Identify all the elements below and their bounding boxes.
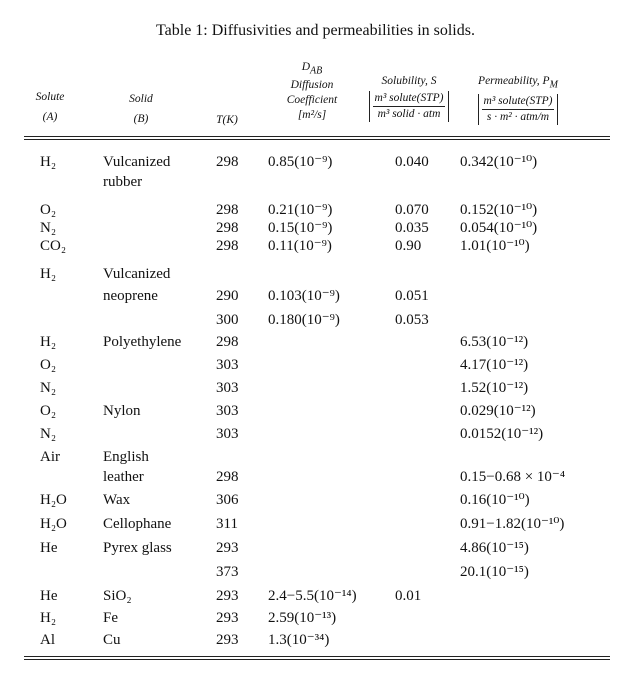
solid-cell: Pyrex glass [103, 540, 172, 556]
solid-cell: rubber [103, 174, 143, 190]
temp-cell: 293 [216, 610, 239, 626]
temp-cell: 303 [216, 426, 239, 442]
header-solubility-units [369, 91, 450, 122]
diffusion-cell: 0.85(10⁻⁹) [268, 154, 333, 170]
solubility-cell: 0.035 [395, 220, 429, 236]
diffusion-cell: 2.4−5.5(10⁻¹⁴) [268, 588, 357, 604]
diffusion-cell: 0.103(10⁻⁹) [268, 288, 340, 304]
solute-cell: Air [40, 449, 60, 465]
solute-cell: O₂ [40, 357, 57, 373]
header-diffusion-units: [m²/s] [297, 109, 327, 122]
permeability-cell: 0.15−0.68 × 10⁻⁴ [460, 469, 566, 485]
temp-cell: 298 [216, 202, 239, 218]
solid-cell: Nylon [103, 403, 141, 419]
solubility-numerator: m³ solute(STP) [373, 91, 446, 107]
solubility-cell: 0.070 [395, 202, 429, 218]
temp-cell: 311 [216, 516, 238, 532]
solubility-cell: 0.040 [395, 154, 429, 170]
header-solid [116, 92, 166, 127]
solute-cell: H₂ [40, 266, 57, 282]
permeability-cell: 4.17(10⁻¹²) [460, 357, 529, 373]
temp-cell: 298 [216, 334, 239, 350]
table-title: Table 1: Diffusivities and permeabilities in solids. [156, 22, 475, 39]
diffusion-cell: 0.15(10⁻⁹) [268, 220, 333, 236]
solid-cell: Polyethylene [103, 334, 182, 350]
header-permeability-units [478, 94, 559, 125]
header-diffusion-d-sub: AB [310, 65, 323, 77]
header-rule-top [24, 136, 610, 137]
solute-cell: O₂ [40, 403, 57, 419]
header-temp: T(K) [216, 114, 238, 126]
header-solid-sub: (B) [133, 113, 149, 125]
permeability-cell: 20.1(10⁻¹⁵) [460, 564, 529, 580]
permeability-cell: 0.029(10⁻¹²) [460, 403, 536, 419]
header-solute [30, 90, 70, 125]
temp-cell: 293 [216, 540, 239, 556]
temp-cell: 298 [216, 469, 239, 485]
solubility-cell: 0.053 [395, 312, 429, 328]
solid-cell: Vulcanized [103, 154, 171, 170]
temp-cell: 300 [216, 312, 239, 328]
diffusion-cell: 0.21(10⁻⁹) [268, 202, 333, 218]
header-permeability-label: Permeability, P [478, 75, 550, 87]
solute-cell: H₂O [40, 516, 67, 532]
header-permeability [460, 74, 576, 125]
header-solubility [360, 74, 458, 122]
solid-cell: SiO₂ [103, 588, 132, 604]
diffusion-cell: 1.3(10⁻³⁴) [268, 632, 330, 648]
solid-cell: Cu [103, 632, 121, 648]
permeability-cell: 0.16(10⁻¹⁰) [460, 492, 530, 508]
temp-cell: 306 [216, 492, 239, 508]
solute-cell: H₂ [40, 154, 57, 170]
diffusion-cell: 2.59(10⁻¹³) [268, 610, 337, 626]
header-rule-bottom [24, 139, 610, 140]
solid-cell: Fe [103, 610, 118, 626]
solute-cell: He [40, 588, 58, 604]
header-permeability-sub: M [549, 79, 558, 91]
permeability-cell: 0.342(10⁻¹⁰) [460, 154, 538, 170]
temp-cell: 298 [216, 154, 239, 170]
solubility-cell: 0.051 [395, 288, 429, 304]
temp-cell: 303 [216, 357, 239, 373]
header-solute-sub: (A) [42, 111, 58, 123]
solubility-fraction [373, 91, 446, 122]
header-solubility-label: Solubility, S [381, 75, 437, 87]
temp-cell: 298 [216, 220, 239, 236]
header-diffusion-label: Diffusion [290, 79, 334, 92]
permeability-cell: 0.0152(10⁻¹²) [460, 426, 544, 442]
solute-cell: O₂ [40, 202, 57, 218]
permeability-cell: 1.52(10⁻¹²) [460, 380, 529, 396]
solid-cell: English [103, 449, 149, 465]
solute-cell: He [40, 540, 58, 556]
diffusion-cell: 0.11(10⁻⁹) [268, 238, 332, 254]
temp-cell: 303 [216, 403, 239, 419]
permeability-cell: 6.53(10⁻¹²) [460, 334, 529, 350]
solid-cell: neoprene [103, 288, 158, 304]
permeability-cell: 0.054(10⁻¹⁰) [460, 220, 538, 236]
solute-cell: CO₂ [40, 238, 67, 254]
solute-cell: Al [40, 632, 55, 648]
footer-rule-top [24, 656, 610, 657]
permeability-cell: 0.91−1.82(10⁻¹⁰) [460, 516, 565, 532]
diffusion-cell: 0.180(10⁻⁹) [268, 312, 340, 328]
solubility-cell: 0.01 [395, 588, 422, 604]
solubility-cell: 0.90 [395, 238, 422, 254]
header-solute-label: Solute [35, 91, 65, 103]
permeability-numerator: m³ solute(STP) [482, 94, 555, 110]
solid-cell: Vulcanized [103, 266, 171, 282]
solute-cell: H₂ [40, 610, 57, 626]
solute-cell: H₂ [40, 334, 57, 350]
permeability-cell: 4.86(10⁻¹⁵) [460, 540, 529, 556]
permeability-cell: 1.01(10⁻¹⁰) [460, 238, 530, 254]
header-coefficient-label: Coefficient [286, 94, 338, 107]
permeability-denominator: s · m² · atm/m [486, 111, 550, 124]
permeability-fraction [482, 94, 555, 125]
solid-cell: Wax [103, 492, 131, 508]
solute-cell: N₂ [40, 220, 57, 236]
header-diffusion-d: D [301, 61, 311, 73]
solute-cell: H₂O [40, 492, 67, 508]
temp-cell: 293 [216, 632, 239, 648]
temp-cell: 373 [216, 564, 239, 580]
temp-cell: 293 [216, 588, 239, 604]
temp-cell: 298 [216, 238, 239, 254]
permeability-cell: 0.152(10⁻¹⁰) [460, 202, 538, 218]
footer-rule-bottom [24, 659, 610, 660]
solubility-denominator: m³ solid · atm [377, 108, 441, 120]
temp-cell: 290 [216, 288, 239, 304]
header-solid-label: Solid [129, 93, 153, 105]
solute-cell: N₂ [40, 426, 57, 442]
temp-cell: 303 [216, 380, 239, 396]
solid-cell: Cellophane [103, 516, 172, 532]
solute-cell: N₂ [40, 380, 57, 396]
header-diffusion [277, 60, 347, 123]
solid-cell: leather [103, 469, 144, 485]
